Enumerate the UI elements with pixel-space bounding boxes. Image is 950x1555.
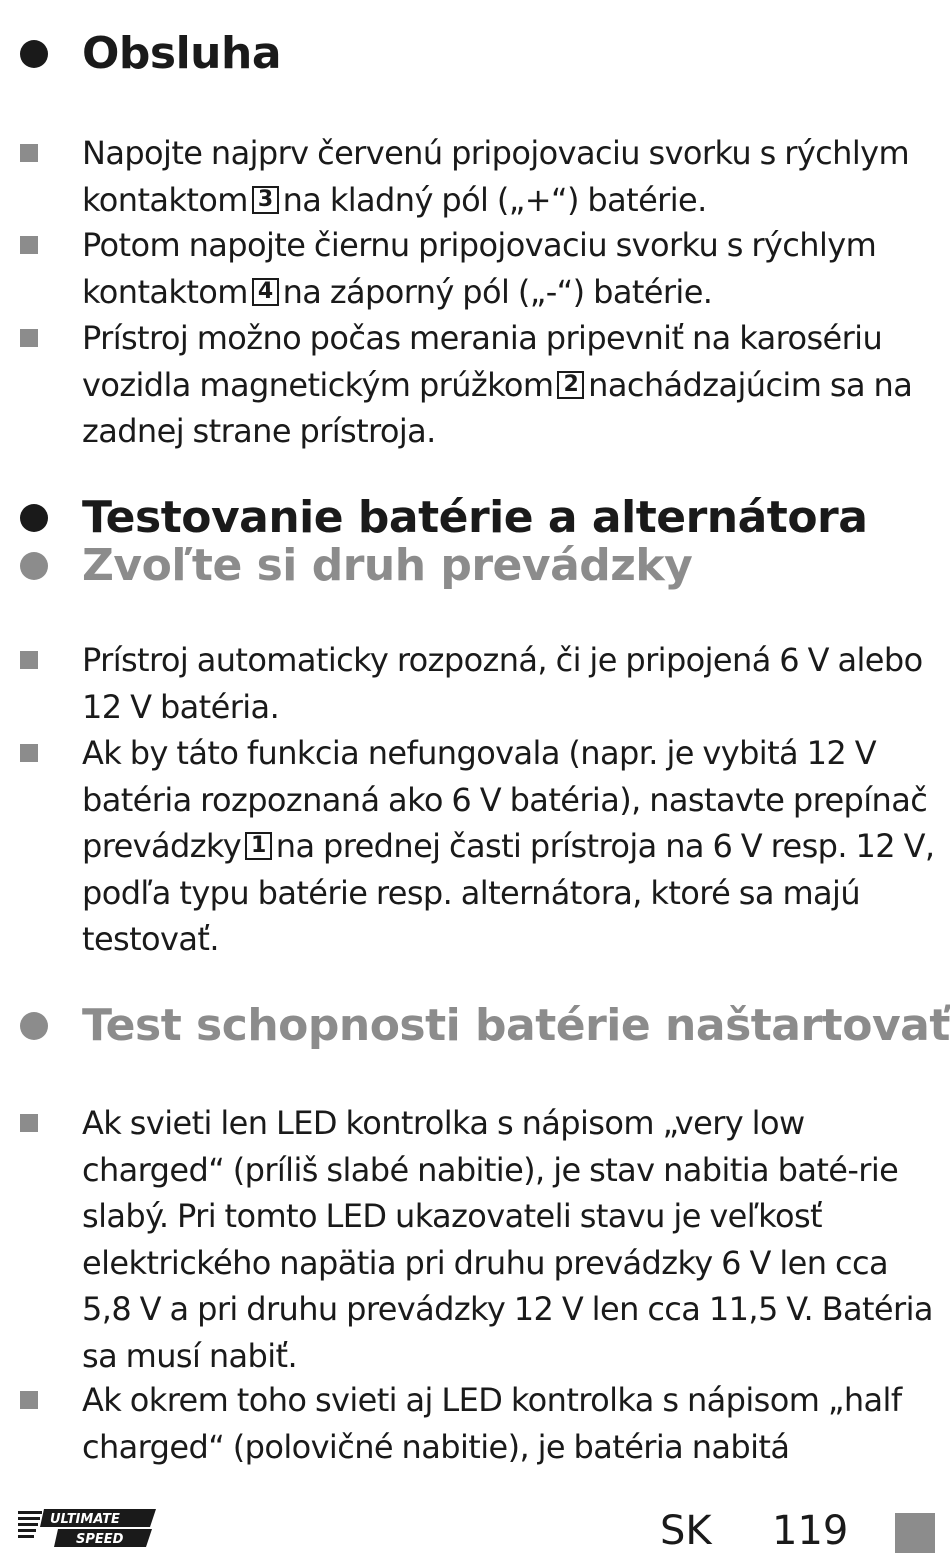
text-segment: Ak by táto funkcia nefungovala (napr. je vybitá 12 V batéria rozpoznaná ako 6 V batéria), nastavte prepínač prevádzky [82,734,928,865]
part-reference-badge: 1 [245,832,272,860]
ultimate-speed-logo [16,1505,158,1549]
text-segment: Potom napojte čiernu pripojovaciu svorku s rýchlym kontaktom [82,226,877,311]
list-item [20,637,935,730]
list-item [20,730,935,963]
heading-bullet-dot [20,1012,48,1040]
list-item-text [82,222,935,315]
bullet-square-icon [20,744,38,762]
page-marker-square [895,1513,935,1553]
heading-text: Zvoľte si druh prevádzky [82,540,693,591]
part-reference-badge: 4 [252,278,279,306]
bullet-square-icon [20,651,38,669]
list-item-text [82,130,935,223]
list-item [20,1100,935,1379]
list-item [20,222,935,315]
heading-text: Test schopnosti batérie naštartovať [82,1000,950,1051]
bullet-square-icon [20,1114,38,1132]
heading-text: Obsluha [82,28,282,79]
heading-testovanie [20,494,867,542]
list-item [20,1377,935,1470]
heading-obsluha [20,30,281,78]
bullet-square-icon [20,329,38,347]
text-segment: na záporný pól („-“) batérie. [282,272,713,311]
text-segment: na prednej časti prístroja na 6 V resp. 12 V, podľa typu batérie resp. alternátora, ktoré sa majú testovať. [82,827,935,958]
list-item-text [82,315,935,455]
heading-druh-prevadzky [20,542,692,590]
language-code: SK [660,1508,712,1554]
heading-text: Testovanie batérie a alternátora [82,492,868,543]
list-item-text: Ak okrem toho svieti aj LED kontrolka s nápisom „half charged“ (polovičné nabitie), je batéria nabitá [82,1381,902,1466]
part-reference-badge: 2 [557,371,584,399]
text-segment: Prístroj možno počas merania pripevniť na karosériu vozidla magnetickým prúžkom [82,319,883,404]
bullet-square-icon [20,144,38,162]
bullet-square-icon [20,236,38,254]
text-segment: Napojte najprv červenú pripojovaciu svorku s rýchlym kontaktom [82,134,910,219]
heading-bullet-dot [20,552,48,580]
heading-bullet-dot [20,40,48,68]
bullet-square-icon [20,1391,38,1409]
list-item-text [82,730,935,963]
list-item-text: Ak svieti len LED kontrolka s nápisom „very low charged“ (príliš slabé nabitie), je stav nabitia baté-rie slabý. Pri tomto LED ukazovateli stavu je veľkosť elektrického napätia pri druhu prevádzky 6 V len cca 5,8 V a pri druhu prevádzky 12 V len cca 11,5 V. Batéria sa musí nabiť. [82,1104,933,1375]
list-item [20,315,935,455]
logo-text-line1: ULTIMATE [50,1512,120,1527]
heading-bullet-dot [20,504,48,532]
part-reference-badge: 3 [252,186,279,214]
list-item-text: Prístroj automaticky rozpozná, či je pripojená 6 V alebo 12 V batéria. [82,641,923,726]
list-item [20,130,935,223]
text-segment: na kladný pól („+“) batérie. [282,180,707,219]
text-segment: nachádzajúcim sa na zadnej strane prístroja. [82,365,913,450]
logo-text-line2: SPEED [76,1532,124,1547]
page-number: 119 [772,1508,849,1554]
heading-test-schopnosti [20,1002,950,1050]
